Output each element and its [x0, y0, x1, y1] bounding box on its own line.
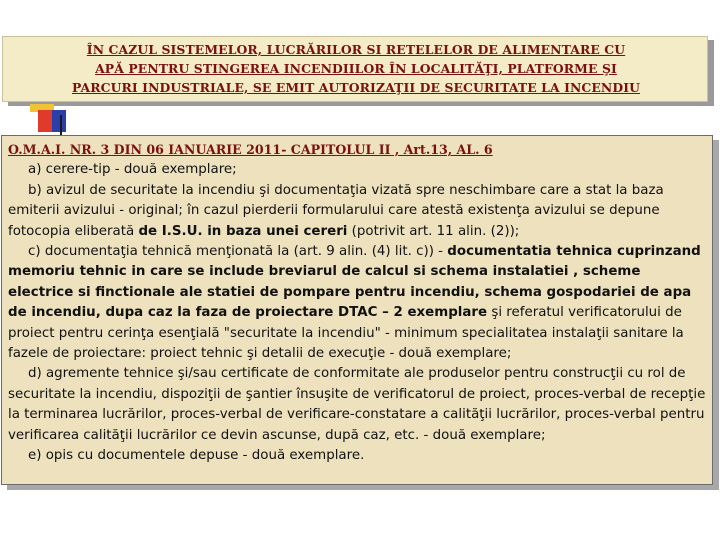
title-line-1: ÎN CAZUL SISTEMELOR, LUCRĂRILOR SI RETELELOR DE ALIMENTARE CU [86, 42, 626, 57]
decorative-red-block [38, 110, 52, 132]
item-e: e) opis cu documentele depuse - două exemplare. [28, 448, 365, 464]
item-a: a) cerere-tip - două exemplare; [28, 162, 237, 178]
item-c-text: c) documentaţia tehnică menţionată la (art. 9 alin. (4) lit. c)) - [28, 244, 448, 260]
item-c [8, 242, 708, 364]
decorative-line [60, 115, 62, 137]
title-line-2: APĂ PENTRU STINGEREA INCENDIILOR ÎN LOCALITĂŢI, PLATFORME ŞI [95, 61, 617, 76]
page-title [5, 40, 707, 97]
title-banner [2, 36, 708, 102]
item-d-text: d) agremente tehnice şi/sau certificate de conformitate ale produselor pentru construcţii cu rol de securitate la incendiu, dispoziţii de şantier însuşite de verificatorul de proiect, proces-verbal de recepţie la terminarea lucrărilor, proces-verbal de verificare-constatare a calităţii lucrărilor, proces-verbal pentru verificarea calităţii lucrărilor ce devin ascunse, după caz, etc. - două exemplare; [8, 366, 706, 443]
item-b [8, 181, 708, 242]
item-b-text-end: (potrivit art. 11 alin. (2)); [347, 223, 520, 239]
title-line-3: PARCURI INDUSTRIALE, SE EMIT AUTORIZAŢII DE SECURITATE LA INCENDIU [71, 80, 640, 95]
legal-reference: O.M.A.I. NR. 3 DIN 06 IANUARIE 2011- CAPITOLUL II , Art.13, AL. 6 [8, 142, 493, 157]
item-c-text-end: şi referatul verificatorului de proiect pentru cerinţa esenţială "securitate la incendiu" - minimum specialitatea instalaţii sanitare la fazele de proiectare: proiect tehnic şi detalii de execuţie - două exemplare; [8, 305, 684, 362]
item-c-bold: documentatia tehnica cuprinzand memoriu tehnic in care se include breviarul de calcul si schema instalatiei , scheme electrice si finctionale ale statiei de pompare pentru incendiu, schema gospodariei de apa de incendiu, dupa caz la faza de proiectare DTAC – 2 exemplare [8, 244, 701, 321]
content-panel [1, 135, 713, 485]
decorative-blue-block [52, 110, 66, 132]
item-b-text: b) avizul de securitate la incendiu şi documentaţia vizată spre neschimbare care a stat la baza emiterii avizului - original; în cazul pierderii formularului care atestă existenţa avizului se depune fotocopia eliberată [8, 182, 664, 239]
content-body [8, 140, 708, 467]
item-b-bold: de I.S.U. in baza unei cereri [138, 223, 348, 239]
item-d [8, 364, 708, 446]
